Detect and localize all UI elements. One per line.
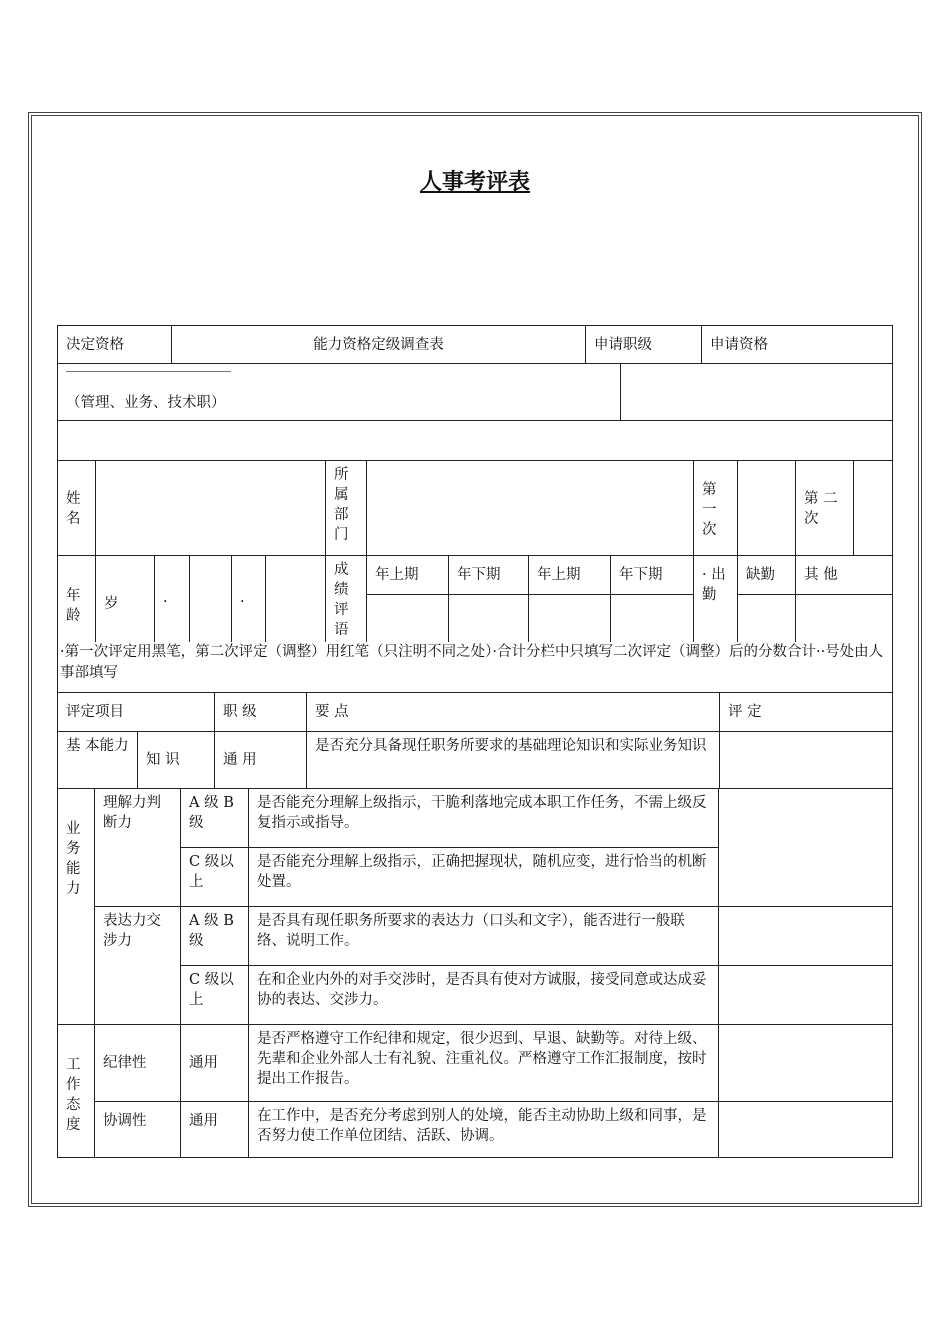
expression-rating-c[interactable] bbox=[718, 965, 893, 1025]
period-1-field[interactable] bbox=[366, 594, 449, 643]
expression-level-c: C 级以上 bbox=[180, 965, 249, 1025]
discipline-rating[interactable] bbox=[718, 1024, 893, 1102]
coordination-desc: 在工作中，是否充分考虑到别人的处境，能否主动协助上级和同事，是否努力使工作单位团结、活跃、协调。 bbox=[248, 1101, 719, 1158]
age-blank-1[interactable] bbox=[189, 555, 232, 643]
period-2: 年下期 bbox=[448, 555, 529, 595]
period-4: 年下期 bbox=[610, 555, 694, 595]
apply-qual-cell: 申请资格 bbox=[701, 325, 893, 364]
comprehension-level-c: C 级以上 bbox=[180, 847, 249, 907]
eval-points-header: 要 点 bbox=[306, 692, 720, 732]
discipline-label: 纪律性 bbox=[94, 1024, 181, 1102]
name-label bbox=[57, 460, 96, 556]
period-2-field[interactable] bbox=[448, 594, 529, 643]
period-4-field[interactable] bbox=[610, 594, 694, 643]
comprehension-level-ab: A 级 B 级 bbox=[180, 788, 249, 848]
period-3-field[interactable] bbox=[528, 594, 611, 643]
eval-level-header: 职 级 bbox=[214, 692, 307, 732]
dept-label-text: 所属部门 bbox=[334, 467, 349, 543]
comprehension-rating[interactable] bbox=[718, 788, 893, 907]
comprehension-desc-c: 是否能充分理解上级指示，正确把握现状，随机应变，进行恰当的机断处置。 bbox=[248, 847, 719, 907]
basic-level: 通 用 bbox=[214, 731, 307, 789]
apply-level-cell: 申请职级 bbox=[585, 325, 702, 364]
grade-comment-label bbox=[325, 555, 367, 643]
comprehension-desc-ab: 是否能充分理解上级指示，干脆利落地完成本职工作任务，不需上级反复指示或指导。 bbox=[248, 788, 719, 848]
other-label: 其 他 bbox=[795, 555, 893, 595]
coordination-label: 协调性 bbox=[94, 1101, 181, 1158]
name-field[interactable] bbox=[95, 460, 326, 556]
other-field[interactable] bbox=[795, 594, 893, 643]
age-dot-1: · bbox=[154, 555, 190, 643]
age-blank-2[interactable] bbox=[265, 555, 326, 643]
comprehension-label: 理解力判断力 bbox=[94, 788, 181, 907]
discipline-level: 通用 bbox=[180, 1024, 249, 1102]
expression-desc-c: 在和企业内外的对手交涉时，是否具有使对方诚服，接受同意或达成妥协的表达、交涉力。 bbox=[248, 965, 719, 1025]
absence-label: 缺勤 bbox=[737, 555, 796, 595]
note-text: ·第一次评定用黑笔，第二次评定（调整）用红笔（只注明不同之处）·合计分栏中只填写二次评定（调整）后的分数合计··号处由人事部填写 bbox=[60, 644, 884, 681]
age-label bbox=[57, 555, 96, 643]
second-label-text: 第 二 次 bbox=[804, 491, 838, 527]
period-1: 年上期 bbox=[366, 555, 449, 595]
expression-label: 表达力交涉力 bbox=[94, 906, 181, 1025]
basic-ability-label: 基 本能力 bbox=[57, 731, 138, 789]
decision-cell: 决定资格 bbox=[57, 325, 172, 364]
survey-title-cell: 能力资格定级调查表 bbox=[171, 325, 586, 364]
first-label bbox=[693, 460, 738, 556]
name-label-text: 姓名 bbox=[66, 491, 81, 527]
absence-field[interactable] bbox=[737, 594, 796, 643]
page-title: 人事考评表 bbox=[419, 170, 530, 195]
expression-desc-ab: 是否具有现任职务所要求的表达力（口头和文字），能否进行一般联络、说明工作。 bbox=[248, 906, 719, 966]
second-field[interactable] bbox=[853, 460, 893, 556]
second-label bbox=[795, 460, 854, 556]
grade-comment-text: 成绩评语 bbox=[334, 562, 349, 638]
first-label-text: 第一次 bbox=[702, 482, 717, 538]
discipline-desc: 是否严格遵守工作纪律和规定，很少迟到、早退、缺勤等。对待上级、先辈和企业外部人士有礼貌、注重礼仪。严格遵守工作汇报制度，按时提出工作报告。 bbox=[248, 1024, 719, 1102]
dept-field[interactable] bbox=[366, 460, 694, 556]
basic-desc: 是否充分具备现任职务所要求的基础理论知识和实际业务知识 bbox=[306, 731, 720, 789]
first-field[interactable] bbox=[737, 460, 796, 556]
basic-rating[interactable] bbox=[719, 731, 893, 789]
business-label bbox=[57, 788, 95, 1025]
category-blank-cell[interactable] bbox=[620, 363, 893, 421]
expression-rating-ab[interactable] bbox=[718, 906, 893, 966]
attitude-label bbox=[57, 1024, 95, 1158]
age-label-text: 年龄 bbox=[66, 588, 81, 624]
fill-line bbox=[66, 371, 231, 372]
dept-label bbox=[325, 460, 367, 556]
age-unit: 岁 bbox=[95, 555, 155, 643]
knowledge-label: 知 识 bbox=[137, 731, 215, 789]
coordination-level: 通用 bbox=[180, 1101, 249, 1158]
category-cell: （管理、业务、技术职） bbox=[57, 363, 621, 421]
expression-level-ab: A 级 B 级 bbox=[180, 906, 249, 966]
period-3: 年上期 bbox=[528, 555, 611, 595]
attendance-label bbox=[693, 555, 738, 643]
business-label-text: 业务能力 bbox=[66, 821, 81, 897]
coordination-rating[interactable] bbox=[718, 1101, 893, 1158]
eval-rating-header: 评 定 bbox=[719, 692, 893, 732]
blank-row[interactable] bbox=[57, 420, 893, 461]
attendance-text: · 出 勤 bbox=[702, 567, 726, 603]
age-dot-2: · bbox=[231, 555, 266, 643]
eval-item-header: 评定项目 bbox=[57, 692, 215, 732]
attitude-label-text: 工作态度 bbox=[66, 1057, 81, 1133]
